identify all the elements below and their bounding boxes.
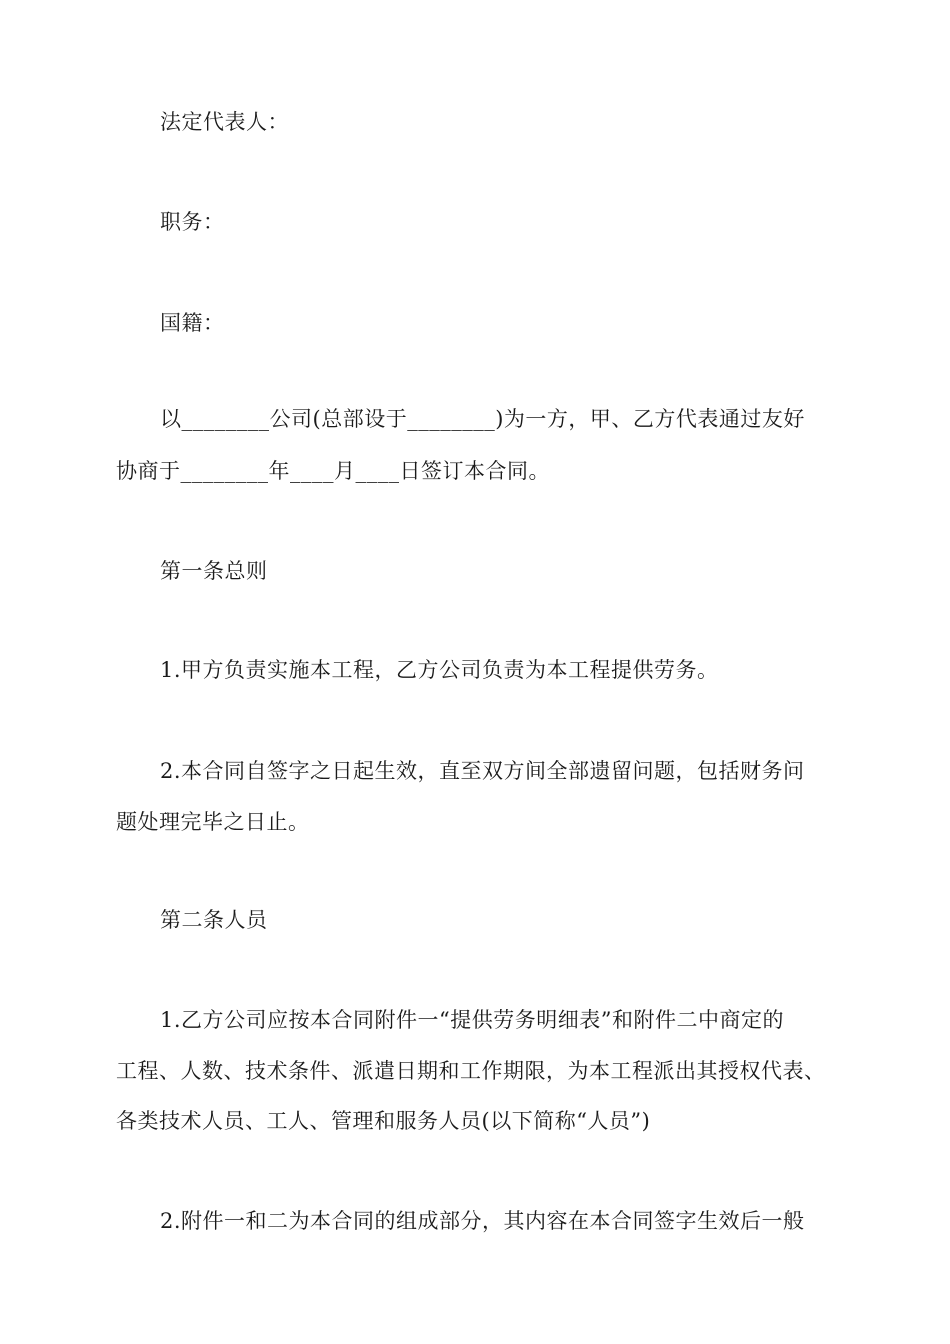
legal-representative-label: 法定代表人： bbox=[160, 110, 289, 134]
preamble-line-1: 以________公司(总部设于________)为一方，甲、乙方代表通过友好 bbox=[160, 407, 805, 431]
article-1-heading: 第一条总则 bbox=[160, 559, 268, 583]
preamble-line-2: 协商于________年____月____日签订本合同。 bbox=[116, 459, 550, 483]
article-2-clause-1-line-1: 1.乙方公司应按本合同附件一“提供劳务明细表”和附件二中商定的 bbox=[160, 1008, 785, 1032]
article-2-clause-1-line-2: 工程、人数、技术条件、派遣日期和工作期限，为本工程派出其授权代表、 bbox=[116, 1059, 826, 1083]
article-2-heading: 第二条人员 bbox=[160, 908, 268, 932]
article-1-clause-1: 1.甲方负责实施本工程，乙方公司负责为本工程提供劳务。 bbox=[160, 658, 719, 682]
article-1-clause-2-line-1: 2.本合同自签字之日起生效，直至双方间全部遗留问题，包括财务问 bbox=[160, 759, 805, 783]
article-2-clause-2-line-1: 2.附件一和二为本合同的组成部分，其内容在本合同签字生效后一般 bbox=[160, 1209, 805, 1233]
article-1-clause-2-line-2: 题处理完毕之日止。 bbox=[116, 810, 310, 834]
position-label: 职务： bbox=[160, 210, 225, 234]
nationality-label: 国籍： bbox=[160, 311, 225, 335]
article-2-clause-1-line-3: 各类技术人员、工人、管理和服务人员(以下简称“人员”) bbox=[116, 1109, 651, 1133]
